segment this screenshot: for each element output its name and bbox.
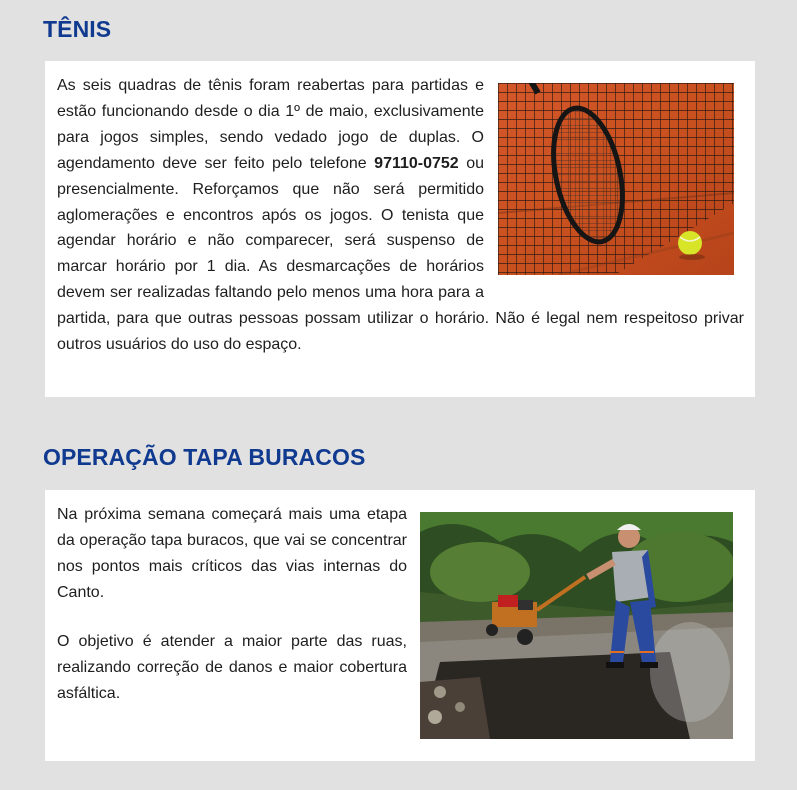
tenis-card bbox=[45, 61, 755, 397]
tenis-body-text bbox=[57, 73, 744, 358]
tapa-buracos-paragraph-1: Na próxima semana começará mais uma etapa da operação tapa buracos, que vai se concentrar nos pontos mais críticos das vias internas do Canto. bbox=[57, 506, 407, 601]
section-title-tenis: TÊNIS bbox=[43, 16, 112, 42]
tennis-photo bbox=[498, 83, 734, 275]
tapa-buracos-paragraph-2: O objetivo é atender a maior parte das ruas, realizando correção de danos e maior cobertura asfáltica. bbox=[57, 633, 407, 702]
tenis-text-before-phone: As seis quadras de tênis foram reabertas para partidas e estão funcionando desde o dia 1º de maio, exclusivamente para jogos simples, sendo vedado jogo de duplas. O agendamento deve ser feito pelo telefone bbox=[57, 77, 484, 172]
section-title-tapa-buracos: OPERAÇÃO TAPA BURACOS bbox=[43, 444, 366, 470]
tapa-buracos-card bbox=[45, 490, 755, 761]
phone-number: 97110-0752 bbox=[374, 154, 459, 172]
road-work-photo bbox=[420, 512, 733, 739]
tenis-text-after-phone: ou presencialmente. Reforçamos que não será permitido aglomerações e encontros após os jogos. O tenista que agendar horário e não comparecer, será suspenso de marcar horário por 1 dia. As desmarcações de horários devem ser realizadas faltando pelo menos uma hora para a partida, para que outras pessoas possam utilizar o horário. Não é legal nem respeitoso privar outros usuários do uso do espaço. bbox=[57, 154, 744, 354]
